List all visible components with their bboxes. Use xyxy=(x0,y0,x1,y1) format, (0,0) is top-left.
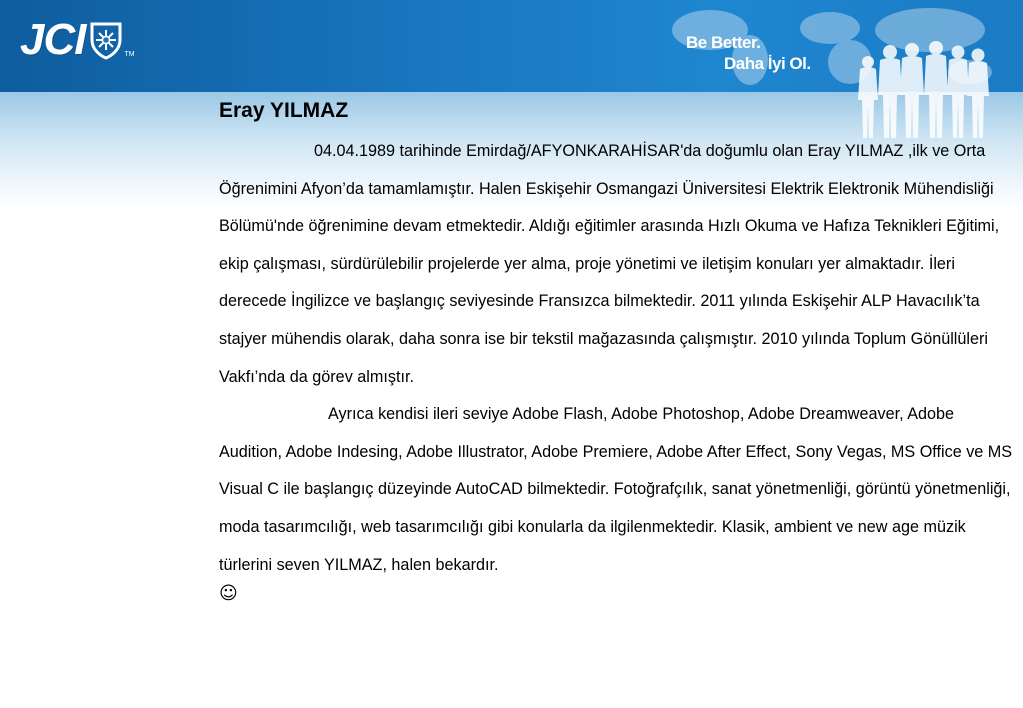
shield-icon xyxy=(89,20,123,60)
bio-paragraph-2: Ayrıca kendisi ileri seviye Adobe Flash, Adobe Photoshop, Adobe Dreamweaver, Adobe Audition, Adobe Indesing, Adobe Illustrator, Adobe Premiere, Adobe After Effect, Sony Vegas, MS Office ve MS Visual C ile başlangıç düzeyinde AutoCAD bilmektedir. Fotoğrafçılık, sanat yönetmenliği, görüntü yönetmenliği, moda tasarımcılığı, web tasarımcılığı gibi konularla da ilgilenmektedir. Klasik, ambient ve new age müzik türlerini seven YILMAZ, halen bekardır. xyxy=(219,405,1013,574)
slogan xyxy=(686,32,811,74)
trademark-label: TM xyxy=(124,51,135,58)
logo-text: JCI xyxy=(20,15,86,64)
jci-logo xyxy=(20,14,135,66)
smiley-icon: ☺ xyxy=(219,583,238,605)
page-title: Eray YILMAZ xyxy=(219,99,349,122)
slogan-line-1: Be Better. xyxy=(686,33,761,52)
slogan-line-2: Daha İyi Ol. xyxy=(724,54,811,73)
bio-paragraph-1: 04.04.1989 tarihinde Emirdağ/AFYONKARAHİSAR'da doğumlu olan Eray YILMAZ ,ilk ve Orta Öğrenimini Afyon’da tamamlamıştır. Halen Eskişehir Osmangazi Üniversitesi Elektrik Elektronik Mühendisliği Bölümü'nde öğrenimine devam etmektedir. Aldığı eğitimler arasında Hızlı Okuma ve Hafıza Teknikleri Eğitimi, ekip çalışması, sürdürülebilir projelerde yer alma, proje yönetimi ve iletişim konuları yer almaktadır. İleri derecede İngilizce ve başlangıç seviyesinde Fransızca bilmektedir. 2011 yılında Eskişehir ALP Havacılık’ta stajyer mühendis olarak, daha sonra ise bir tekstil mağazasında çalışmıştır. 2010 yılında Toplum Gönüllüleri Vakfı’nda da görev almıştır. xyxy=(219,142,1000,386)
bio-content xyxy=(219,95,1019,604)
